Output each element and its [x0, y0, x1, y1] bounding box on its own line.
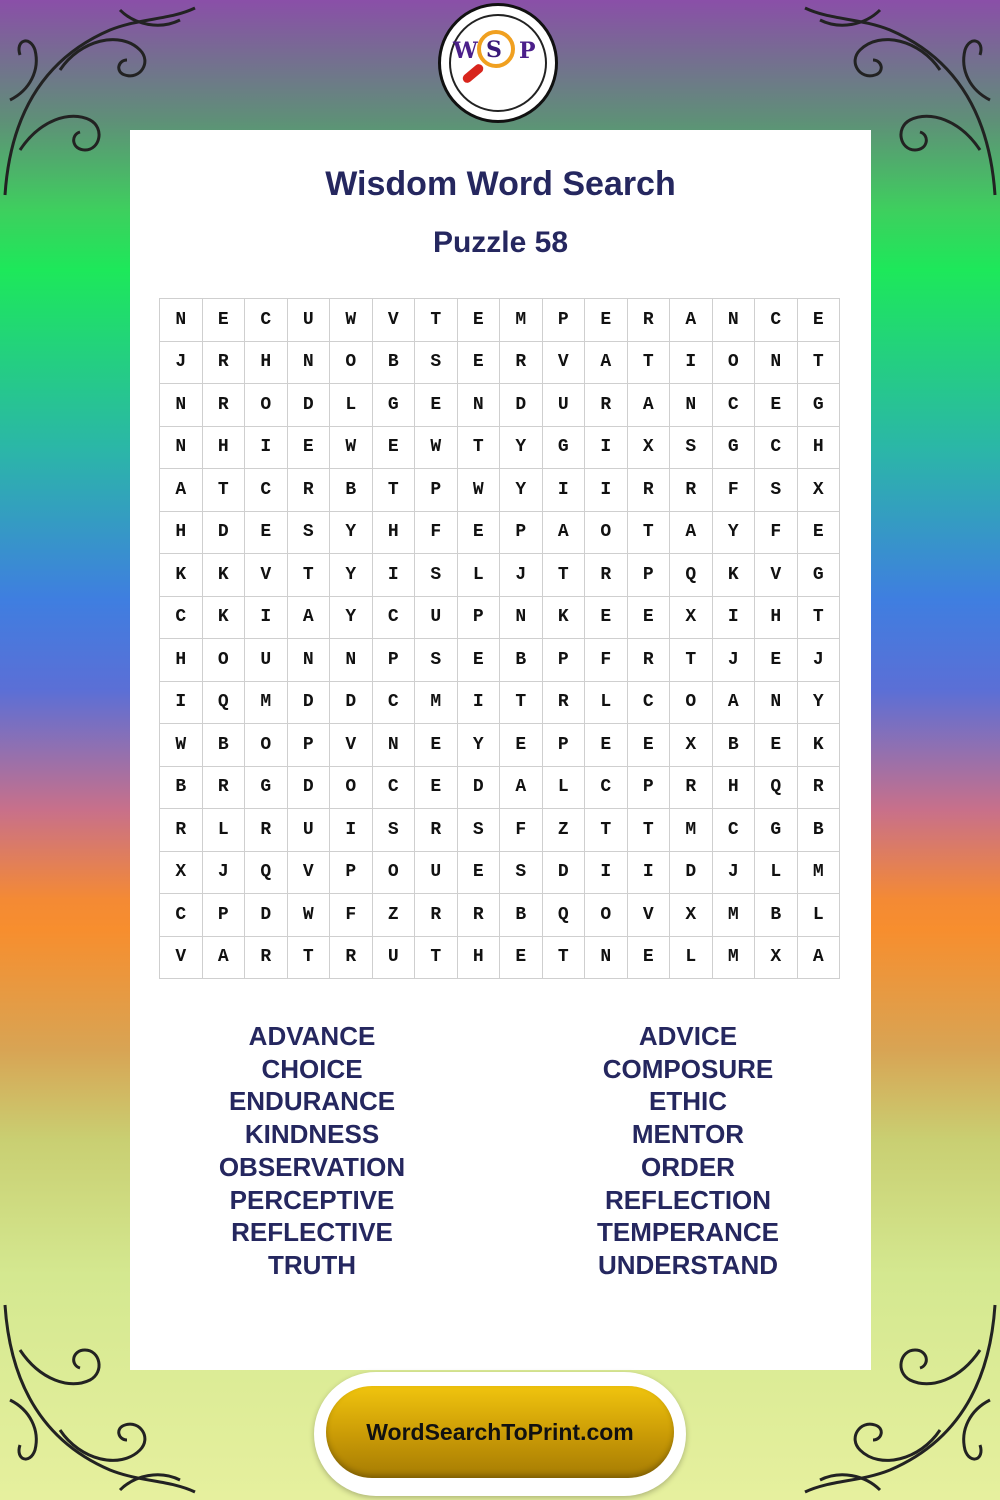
- grid-cell[interactable]: R: [203, 384, 246, 427]
- grid-cell[interactable]: P: [203, 894, 246, 937]
- grid-cell[interactable]: X: [670, 724, 713, 767]
- grid-cell[interactable]: V: [373, 299, 416, 342]
- grid-cell[interactable]: G: [373, 384, 416, 427]
- grid-cell[interactable]: E: [415, 767, 458, 810]
- grid-cell[interactable]: T: [628, 512, 671, 555]
- word-list-item: MENTOR: [631, 1119, 745, 1150]
- logo-letter-s: S: [486, 37, 502, 63]
- grid-cell[interactable]: R: [670, 469, 713, 512]
- word-list-item: ADVICE: [638, 1021, 738, 1051]
- word-list-item: ETHIC: [649, 1086, 727, 1117]
- word-list-item: TEMPERANCE: [596, 1217, 779, 1248]
- grid-cell[interactable]: N: [670, 384, 713, 427]
- grid-cell[interactable]: G: [798, 554, 841, 597]
- word-list-item: CHOICE: [261, 1053, 363, 1084]
- grid-cell[interactable]: T: [288, 554, 331, 597]
- grid-cell[interactable]: H: [203, 427, 246, 470]
- grid-cell[interactable]: T: [628, 342, 671, 385]
- grid-cell[interactable]: O: [713, 342, 756, 385]
- grid-cell[interactable]: T: [415, 299, 458, 342]
- grid-cell[interactable]: B: [373, 342, 416, 385]
- grid-cell[interactable]: H: [755, 597, 798, 640]
- grid-cell[interactable]: T: [670, 639, 713, 682]
- grid-cell[interactable]: B: [755, 894, 798, 937]
- grid-cell[interactable]: A: [670, 512, 713, 555]
- grid-cell[interactable]: J: [160, 342, 203, 385]
- grid-cell[interactable]: I: [585, 469, 628, 512]
- grid-cell[interactable]: N: [330, 639, 373, 682]
- grid-cell[interactable]: S: [373, 809, 416, 852]
- grid-cell[interactable]: W: [160, 724, 203, 767]
- grid-cell[interactable]: A: [798, 937, 841, 980]
- grid-cell[interactable]: E: [585, 597, 628, 640]
- grid-cell[interactable]: S: [415, 554, 458, 597]
- grid-cell[interactable]: N: [458, 384, 501, 427]
- grid-cell[interactable]: C: [585, 767, 628, 810]
- grid-cell[interactable]: B: [160, 767, 203, 810]
- grid-cell[interactable]: N: [160, 299, 203, 342]
- grid-cell[interactable]: M: [500, 299, 543, 342]
- grid-cell[interactable]: R: [458, 894, 501, 937]
- grid-cell[interactable]: O: [585, 512, 628, 555]
- grid-cell[interactable]: K: [798, 724, 841, 767]
- grid-cell[interactable]: P: [415, 469, 458, 512]
- grid-cell[interactable]: E: [500, 724, 543, 767]
- word-list-left: [112, 1020, 512, 1282]
- grid-cell[interactable]: V: [330, 724, 373, 767]
- word-list-item: UNDERSTAND: [597, 1249, 779, 1280]
- grid-cell[interactable]: R: [415, 809, 458, 852]
- word-list-item: PERCEPTIVE: [229, 1184, 395, 1215]
- grid-cell[interactable]: Q: [245, 852, 288, 895]
- grid-cell[interactable]: B: [713, 724, 756, 767]
- grid-cell[interactable]: T: [288, 937, 331, 980]
- grid-cell[interactable]: H: [713, 767, 756, 810]
- grid-cell[interactable]: E: [458, 639, 501, 682]
- grid-cell[interactable]: N: [288, 342, 331, 385]
- grid-cell[interactable]: D: [288, 767, 331, 810]
- grid-cell[interactable]: I: [373, 554, 416, 597]
- grid-cell[interactable]: T: [458, 427, 501, 470]
- grid-cell[interactable]: U: [245, 639, 288, 682]
- grid-cell[interactable]: R: [415, 894, 458, 937]
- grid-cell[interactable]: E: [755, 724, 798, 767]
- grid-cell[interactable]: C: [373, 597, 416, 640]
- grid-cell[interactable]: G: [713, 427, 756, 470]
- grid-cell[interactable]: E: [245, 512, 288, 555]
- grid-cell[interactable]: D: [543, 852, 586, 895]
- grid-cell[interactable]: R: [585, 384, 628, 427]
- site-link-button[interactable]: [326, 1386, 674, 1478]
- grid-cell[interactable]: S: [415, 342, 458, 385]
- grid-cell[interactable]: H: [373, 512, 416, 555]
- grid-cell[interactable]: I: [245, 597, 288, 640]
- grid-cell[interactable]: F: [415, 512, 458, 555]
- grid-cell[interactable]: E: [458, 852, 501, 895]
- grid-cell[interactable]: N: [160, 384, 203, 427]
- grid-cell[interactable]: L: [670, 937, 713, 980]
- grid-cell[interactable]: J: [713, 639, 756, 682]
- grid-cell[interactable]: Y: [330, 512, 373, 555]
- word-list-item: REFLECTION: [604, 1184, 772, 1215]
- grid-cell[interactable]: M: [798, 852, 841, 895]
- grid-cell[interactable]: M: [713, 937, 756, 980]
- grid-cell[interactable]: X: [160, 852, 203, 895]
- grid-cell[interactable]: E: [458, 299, 501, 342]
- grid-cell[interactable]: N: [755, 682, 798, 725]
- grid-cell[interactable]: X: [670, 894, 713, 937]
- grid-cell[interactable]: R: [245, 937, 288, 980]
- grid-cell[interactable]: G: [798, 384, 841, 427]
- grid-cell[interactable]: B: [798, 809, 841, 852]
- grid-cell[interactable]: B: [330, 469, 373, 512]
- grid-cell[interactable]: L: [543, 767, 586, 810]
- grid-cell[interactable]: A: [543, 512, 586, 555]
- grid-cell[interactable]: F: [585, 639, 628, 682]
- grid-cell[interactable]: P: [543, 724, 586, 767]
- grid-cell[interactable]: T: [373, 469, 416, 512]
- grid-cell[interactable]: H: [458, 937, 501, 980]
- grid-cell[interactable]: R: [500, 342, 543, 385]
- grid-cell[interactable]: R: [670, 767, 713, 810]
- grid-cell[interactable]: N: [755, 342, 798, 385]
- grid-cell[interactable]: M: [713, 894, 756, 937]
- grid-cell[interactable]: E: [798, 299, 841, 342]
- grid-cell[interactable]: P: [628, 554, 671, 597]
- grid-cell[interactable]: R: [203, 767, 246, 810]
- grid-cell[interactable]: C: [160, 597, 203, 640]
- word-list-right: [488, 1020, 888, 1282]
- grid-cell[interactable]: V: [755, 554, 798, 597]
- grid-cell[interactable]: E: [585, 724, 628, 767]
- grid-cell[interactable]: A: [500, 767, 543, 810]
- grid-cell[interactable]: J: [713, 852, 756, 895]
- grid-cell[interactable]: I: [713, 597, 756, 640]
- grid-cell[interactable]: L: [330, 384, 373, 427]
- grid-cell[interactable]: Y: [500, 427, 543, 470]
- grid-cell[interactable]: T: [500, 682, 543, 725]
- grid-cell[interactable]: V: [543, 342, 586, 385]
- grid-cell[interactable]: W: [330, 299, 373, 342]
- grid-cell[interactable]: O: [245, 384, 288, 427]
- grid-cell[interactable]: K: [203, 597, 246, 640]
- word-list-item: REFLECTIVE: [231, 1217, 393, 1248]
- grid-cell[interactable]: E: [628, 724, 671, 767]
- grid-cell[interactable]: N: [500, 597, 543, 640]
- grid-cell[interactable]: B: [500, 639, 543, 682]
- grid-cell[interactable]: L: [755, 852, 798, 895]
- logo-letter-w: W: [453, 38, 478, 64]
- grid-cell[interactable]: U: [373, 937, 416, 980]
- site-link-label: WordSearchToPrint.com: [366, 1418, 634, 1445]
- grid-cell[interactable]: E: [373, 427, 416, 470]
- grid-cell[interactable]: Q: [543, 894, 586, 937]
- grid-cell[interactable]: U: [543, 384, 586, 427]
- word-list-item: COMPOSURE: [602, 1053, 774, 1084]
- grid-cell[interactable]: X: [755, 937, 798, 980]
- grid-cell[interactable]: O: [245, 724, 288, 767]
- grid-cell[interactable]: T: [585, 809, 628, 852]
- grid-cell[interactable]: E: [500, 937, 543, 980]
- word-list-item: ENDURANCE: [228, 1086, 396, 1117]
- grid-cell[interactable]: E: [585, 299, 628, 342]
- grid-cell[interactable]: D: [288, 682, 331, 725]
- grid-cell[interactable]: F: [330, 894, 373, 937]
- grid-cell[interactable]: R: [203, 342, 246, 385]
- grid-cell[interactable]: V: [160, 937, 203, 980]
- word-list-item: ORDER: [641, 1151, 735, 1182]
- grid-cell[interactable]: T: [628, 809, 671, 852]
- grid-cell[interactable]: K: [713, 554, 756, 597]
- grid-cell[interactable]: R: [543, 682, 586, 725]
- grid-cell[interactable]: M: [670, 809, 713, 852]
- grid-cell[interactable]: P: [288, 724, 331, 767]
- grid-cell[interactable]: I: [585, 427, 628, 470]
- grid-cell[interactable]: I: [160, 682, 203, 725]
- grid-cell[interactable]: I: [585, 852, 628, 895]
- grid-cell[interactable]: B: [500, 894, 543, 937]
- grid-cell[interactable]: S: [670, 427, 713, 470]
- grid-cell[interactable]: O: [203, 639, 246, 682]
- grid-cell[interactable]: D: [500, 384, 543, 427]
- grid-cell[interactable]: T: [798, 597, 841, 640]
- grid-cell[interactable]: I: [245, 427, 288, 470]
- grid-cell[interactable]: P: [458, 597, 501, 640]
- grid-cell[interactable]: V: [628, 894, 671, 937]
- grid-cell[interactable]: V: [288, 852, 331, 895]
- grid-cell[interactable]: O: [373, 852, 416, 895]
- logo-letter-p: P: [519, 38, 536, 64]
- grid-cell[interactable]: N: [585, 937, 628, 980]
- grid-cell[interactable]: E: [458, 342, 501, 385]
- grid-cell[interactable]: R: [585, 554, 628, 597]
- grid-cell[interactable]: W: [415, 427, 458, 470]
- grid-cell[interactable]: E: [755, 639, 798, 682]
- grid-cell[interactable]: S: [755, 469, 798, 512]
- grid-cell[interactable]: R: [160, 809, 203, 852]
- grid-cell[interactable]: I: [330, 809, 373, 852]
- grid-cell[interactable]: G: [755, 809, 798, 852]
- grid-cell[interactable]: C: [713, 809, 756, 852]
- grid-cell[interactable]: J: [798, 639, 841, 682]
- grid-cell[interactable]: C: [755, 299, 798, 342]
- grid-cell[interactable]: M: [245, 682, 288, 725]
- grid-cell[interactable]: T: [543, 937, 586, 980]
- word-list-item: OBSERVATION: [218, 1151, 406, 1182]
- grid-cell[interactable]: Y: [500, 469, 543, 512]
- grid-cell[interactable]: H: [160, 639, 203, 682]
- grid-cell[interactable]: C: [713, 384, 756, 427]
- grid-cell[interactable]: T: [798, 342, 841, 385]
- grid-cell[interactable]: U: [288, 299, 331, 342]
- grid-cell[interactable]: D: [458, 767, 501, 810]
- grid-cell[interactable]: T: [415, 937, 458, 980]
- grid-cell[interactable]: I: [543, 469, 586, 512]
- grid-cell[interactable]: T: [203, 469, 246, 512]
- grid-cell[interactable]: C: [373, 767, 416, 810]
- grid-cell[interactable]: W: [288, 894, 331, 937]
- grid-cell[interactable]: S: [415, 639, 458, 682]
- grid-cell[interactable]: U: [415, 597, 458, 640]
- wsp-logo: [438, 3, 558, 123]
- grid-cell[interactable]: I: [670, 342, 713, 385]
- grid-cell[interactable]: X: [670, 597, 713, 640]
- grid-cell[interactable]: A: [670, 299, 713, 342]
- grid-cell[interactable]: Q: [670, 554, 713, 597]
- grid-cell[interactable]: C: [245, 299, 288, 342]
- grid-cell[interactable]: V: [245, 554, 288, 597]
- grid-cell[interactable]: T: [543, 554, 586, 597]
- grid-cell[interactable]: C: [373, 682, 416, 725]
- grid-cell[interactable]: O: [330, 342, 373, 385]
- grid-cell[interactable]: C: [160, 894, 203, 937]
- grid-cell[interactable]: R: [628, 639, 671, 682]
- grid-cell[interactable]: P: [628, 767, 671, 810]
- grid-cell[interactable]: C: [755, 427, 798, 470]
- grid-cell[interactable]: Z: [543, 809, 586, 852]
- grid-cell[interactable]: A: [628, 384, 671, 427]
- grid-cell[interactable]: N: [713, 299, 756, 342]
- grid-cell[interactable]: Y: [330, 597, 373, 640]
- grid-cell[interactable]: D: [330, 682, 373, 725]
- grid-cell[interactable]: E: [628, 937, 671, 980]
- grid-cell[interactable]: W: [458, 469, 501, 512]
- grid-cell[interactable]: H: [798, 427, 841, 470]
- grid-cell[interactable]: L: [585, 682, 628, 725]
- grid-cell[interactable]: F: [755, 512, 798, 555]
- grid-cell[interactable]: R: [330, 937, 373, 980]
- grid-cell[interactable]: G: [245, 767, 288, 810]
- grid-cell[interactable]: Y: [458, 724, 501, 767]
- grid-cell[interactable]: D: [203, 512, 246, 555]
- grid-cell[interactable]: J: [500, 554, 543, 597]
- grid-cell[interactable]: E: [203, 299, 246, 342]
- grid-cell[interactable]: H: [245, 342, 288, 385]
- grid-cell[interactable]: I: [628, 852, 671, 895]
- grid-cell[interactable]: R: [628, 299, 671, 342]
- grid-cell[interactable]: J: [203, 852, 246, 895]
- grid-cell[interactable]: I: [458, 682, 501, 725]
- grid-cell[interactable]: L: [203, 809, 246, 852]
- grid-cell[interactable]: Y: [330, 554, 373, 597]
- grid-cell[interactable]: U: [415, 852, 458, 895]
- grid-cell[interactable]: D: [670, 852, 713, 895]
- grid-cell[interactable]: R: [628, 469, 671, 512]
- grid-cell[interactable]: L: [798, 894, 841, 937]
- grid-cell[interactable]: K: [160, 554, 203, 597]
- grid-cell[interactable]: F: [500, 809, 543, 852]
- grid-cell[interactable]: Y: [798, 682, 841, 725]
- grid-cell[interactable]: O: [585, 894, 628, 937]
- grid-cell[interactable]: O: [670, 682, 713, 725]
- grid-cell[interactable]: D: [288, 384, 331, 427]
- grid-cell[interactable]: E: [798, 512, 841, 555]
- grid-cell[interactable]: R: [798, 767, 841, 810]
- grid-cell[interactable]: S: [500, 852, 543, 895]
- grid-cell[interactable]: U: [288, 809, 331, 852]
- grid-cell[interactable]: E: [415, 724, 458, 767]
- word-list-item: TRUTH: [267, 1249, 357, 1280]
- grid-cell[interactable]: Q: [755, 767, 798, 810]
- grid-cell[interactable]: K: [203, 554, 246, 597]
- grid-cell[interactable]: Q: [203, 682, 246, 725]
- grid-cell[interactable]: S: [288, 512, 331, 555]
- grid-cell[interactable]: N: [160, 427, 203, 470]
- grid-cell[interactable]: H: [160, 512, 203, 555]
- grid-cell[interactable]: Y: [713, 512, 756, 555]
- grid-cell[interactable]: R: [288, 469, 331, 512]
- letter-grid: [159, 298, 840, 979]
- word-list-item: ADVANCE: [248, 1021, 376, 1051]
- grid-cell[interactable]: R: [245, 809, 288, 852]
- grid-cell[interactable]: G: [543, 427, 586, 470]
- grid-cell[interactable]: P: [373, 639, 416, 682]
- grid-cell[interactable]: E: [288, 427, 331, 470]
- grid-cell[interactable]: P: [543, 639, 586, 682]
- grid-cell[interactable]: P: [543, 299, 586, 342]
- grid-cell[interactable]: A: [585, 342, 628, 385]
- grid-cell[interactable]: F: [713, 469, 756, 512]
- grid-cell[interactable]: W: [330, 427, 373, 470]
- grid-cell[interactable]: N: [288, 639, 331, 682]
- grid-cell[interactable]: B: [203, 724, 246, 767]
- grid-cell[interactable]: E: [415, 384, 458, 427]
- grid-cell[interactable]: A: [203, 937, 246, 980]
- grid-cell[interactable]: S: [458, 809, 501, 852]
- word-list-item: KINDNESS: [244, 1119, 380, 1150]
- page-title: Wisdom Word Search: [325, 165, 676, 203]
- grid-cell[interactable]: D: [245, 894, 288, 937]
- grid-cell[interactable]: P: [330, 852, 373, 895]
- grid-cell[interactable]: C: [245, 469, 288, 512]
- grid-cell[interactable]: C: [628, 682, 671, 725]
- grid-cell[interactable]: E: [755, 384, 798, 427]
- grid-cell[interactable]: M: [415, 682, 458, 725]
- grid-cell[interactable]: E: [458, 512, 501, 555]
- grid-cell[interactable]: N: [373, 724, 416, 767]
- grid-cell[interactable]: X: [798, 469, 841, 512]
- grid-cell[interactable]: Z: [373, 894, 416, 937]
- grid-cell[interactable]: A: [160, 469, 203, 512]
- grid-cell[interactable]: P: [500, 512, 543, 555]
- grid-cell[interactable]: E: [628, 597, 671, 640]
- grid-cell[interactable]: A: [713, 682, 756, 725]
- puzzle-number: Puzzle 58: [432, 226, 569, 259]
- grid-cell[interactable]: A: [288, 597, 331, 640]
- grid-cell[interactable]: K: [543, 597, 586, 640]
- grid-cell[interactable]: L: [458, 554, 501, 597]
- grid-cell[interactable]: X: [628, 427, 671, 470]
- grid-cell[interactable]: O: [330, 767, 373, 810]
